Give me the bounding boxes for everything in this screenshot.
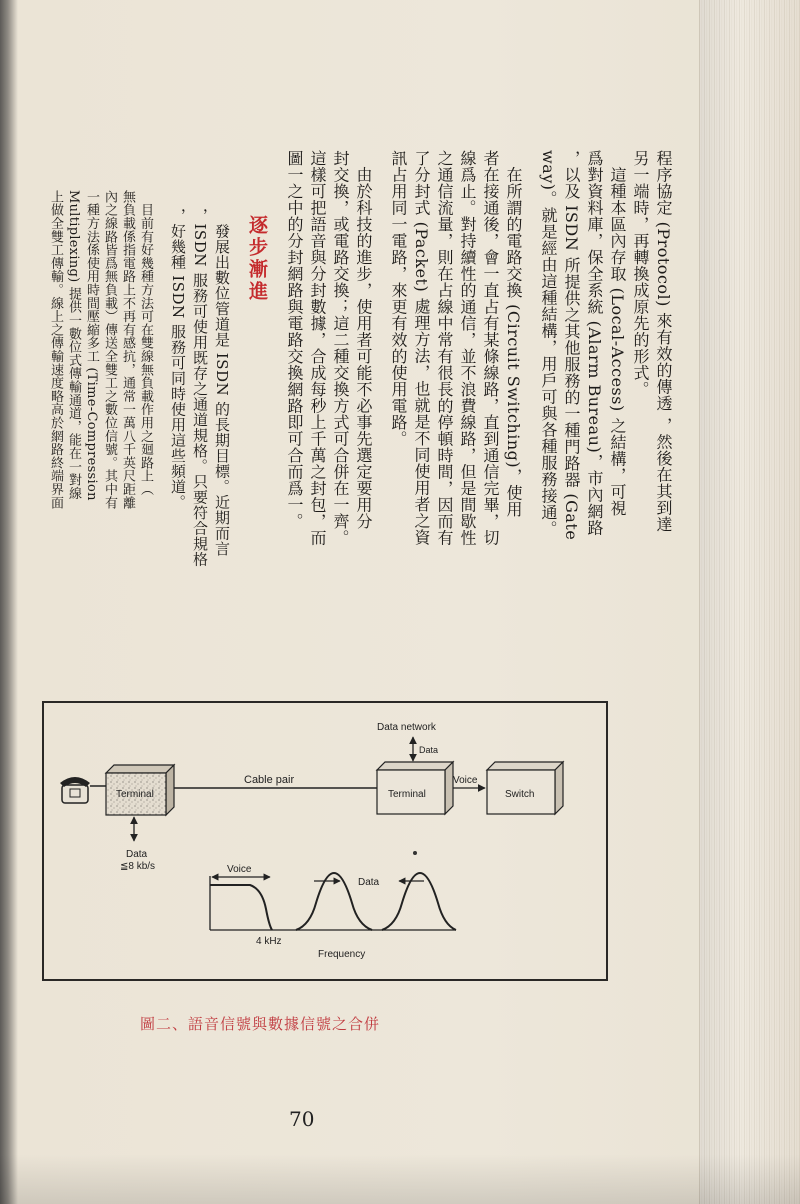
text-column: ，ISDN 服務可使用既存之通道規格。只要符合規格 xyxy=(191,208,209,567)
text-column: 內之線路皆爲無負載）傳送全雙工之數位信號。其中有 xyxy=(102,190,117,510)
text-column: 上做全雙工傳輸。線上之傳輸速度略高於網路終端界面 xyxy=(48,190,63,510)
text-column: 目前有好幾種方法可在雙線無負載作用之廻路上（ xyxy=(138,190,153,496)
terminal-right-label: Terminal xyxy=(388,789,426,800)
text-column: way)。就是經由這種結構，用戶可與各種服務接通。 xyxy=(539,150,558,538)
data-up-label: Data xyxy=(419,745,439,755)
freq-tick-label: 4 kHz xyxy=(256,936,282,947)
data-rate-label: ≦8 kb/s xyxy=(120,861,156,872)
paragraph-gap xyxy=(233,150,245,160)
voice-link-label: Voice xyxy=(453,775,478,786)
switch-label: Switch xyxy=(505,789,535,800)
text-column: 線爲止。對持續性的通信，並不浪費線路，但是間歇性 xyxy=(458,150,477,546)
data-bottom-label: Data xyxy=(126,849,148,860)
ink-dot xyxy=(413,851,417,855)
text-column: 圖一之中的分封網路與電路交換網路即可合而爲一。 xyxy=(285,150,304,530)
text-column: 了分封式 (Packet) 處理方法，也就是不同使用者之資 xyxy=(412,150,431,546)
text-column: 一種方法係使用時間壓縮多工 (Time-Compression xyxy=(84,190,99,501)
terminal-right-box xyxy=(377,762,453,814)
telephone-icon xyxy=(60,777,90,803)
paragraph-gap xyxy=(155,150,167,160)
page-number: 70 xyxy=(289,1107,315,1131)
section-heading: 逐步漸進 xyxy=(246,215,268,303)
figure-isdn-diagram xyxy=(42,701,608,981)
spectrum-data-label: Data xyxy=(358,877,380,888)
text-column: 爲對資料庫，保全系統 (Alarm Bureau)，市內網路 xyxy=(585,150,604,536)
data-network-label: Data network xyxy=(377,722,436,733)
text-column: Multiplexing) 提供一數位式傳輸通道，能在一對線 xyxy=(66,190,81,500)
text-column: 封交換，或電路交換；這二種交換方式可合併在一齊。 xyxy=(331,150,350,546)
cable-pair-label: Cable pair xyxy=(244,774,295,786)
text-column: 之通信流量，則在占線中常有很長的停頓時間，因而有 xyxy=(435,150,454,546)
text-column: 程序協定 (Protocol) 來有效的傳透 ，然後在其到達 xyxy=(654,150,673,533)
paragraph-gap xyxy=(525,150,537,160)
text-column: 由於科技的進步，使用者可能不必事先選定要用分 xyxy=(354,150,373,530)
text-column: 在所謂的電路交換 (Circuit Switching)，使用 xyxy=(504,150,523,518)
page-edges xyxy=(699,0,800,1204)
paragraph-gap xyxy=(271,150,283,160)
text-column: 無負載係指電路上不再有感抗，通常一萬八千英尺距離 xyxy=(120,190,135,510)
text-column: 發展出數位管道是 ISDN 的長期目標。近期而言 xyxy=(213,208,231,557)
body-text xyxy=(10,150,675,610)
text-column: 這樣可把語音與分封數據，合成每秒上千萬之封包，而 xyxy=(308,150,327,546)
text-column: 者在接通後，會一直占有某條線路，直到通信完畢，切 xyxy=(481,150,500,546)
freq-axis-label: Frequency xyxy=(318,949,366,960)
spectrum-voice-label: Voice xyxy=(227,864,252,875)
text-column: 訊占用同一電路，來更有效的使用電路。 xyxy=(389,150,408,447)
text-column: ，好幾種 ISDN 服務可同時使用這些頻道。 xyxy=(169,208,187,510)
paragraph-gap xyxy=(375,150,387,160)
text-column: 另一端時，再轉換成原先的形式。 xyxy=(631,150,650,398)
figure-svg xyxy=(44,703,606,979)
switch-box xyxy=(487,762,563,814)
bottom-shadow xyxy=(0,1154,800,1204)
text-column: ，以及 ISDN 所提供之其他服務的一種門路器 (Gate xyxy=(562,150,581,541)
terminal-left-label: Terminal xyxy=(116,789,154,800)
figure-caption: 圖二、語音信號與數據信號之合併 xyxy=(140,1015,381,1033)
text-column: 這種本區內存取 (Local-Access) 之結構，可視 xyxy=(608,150,627,517)
